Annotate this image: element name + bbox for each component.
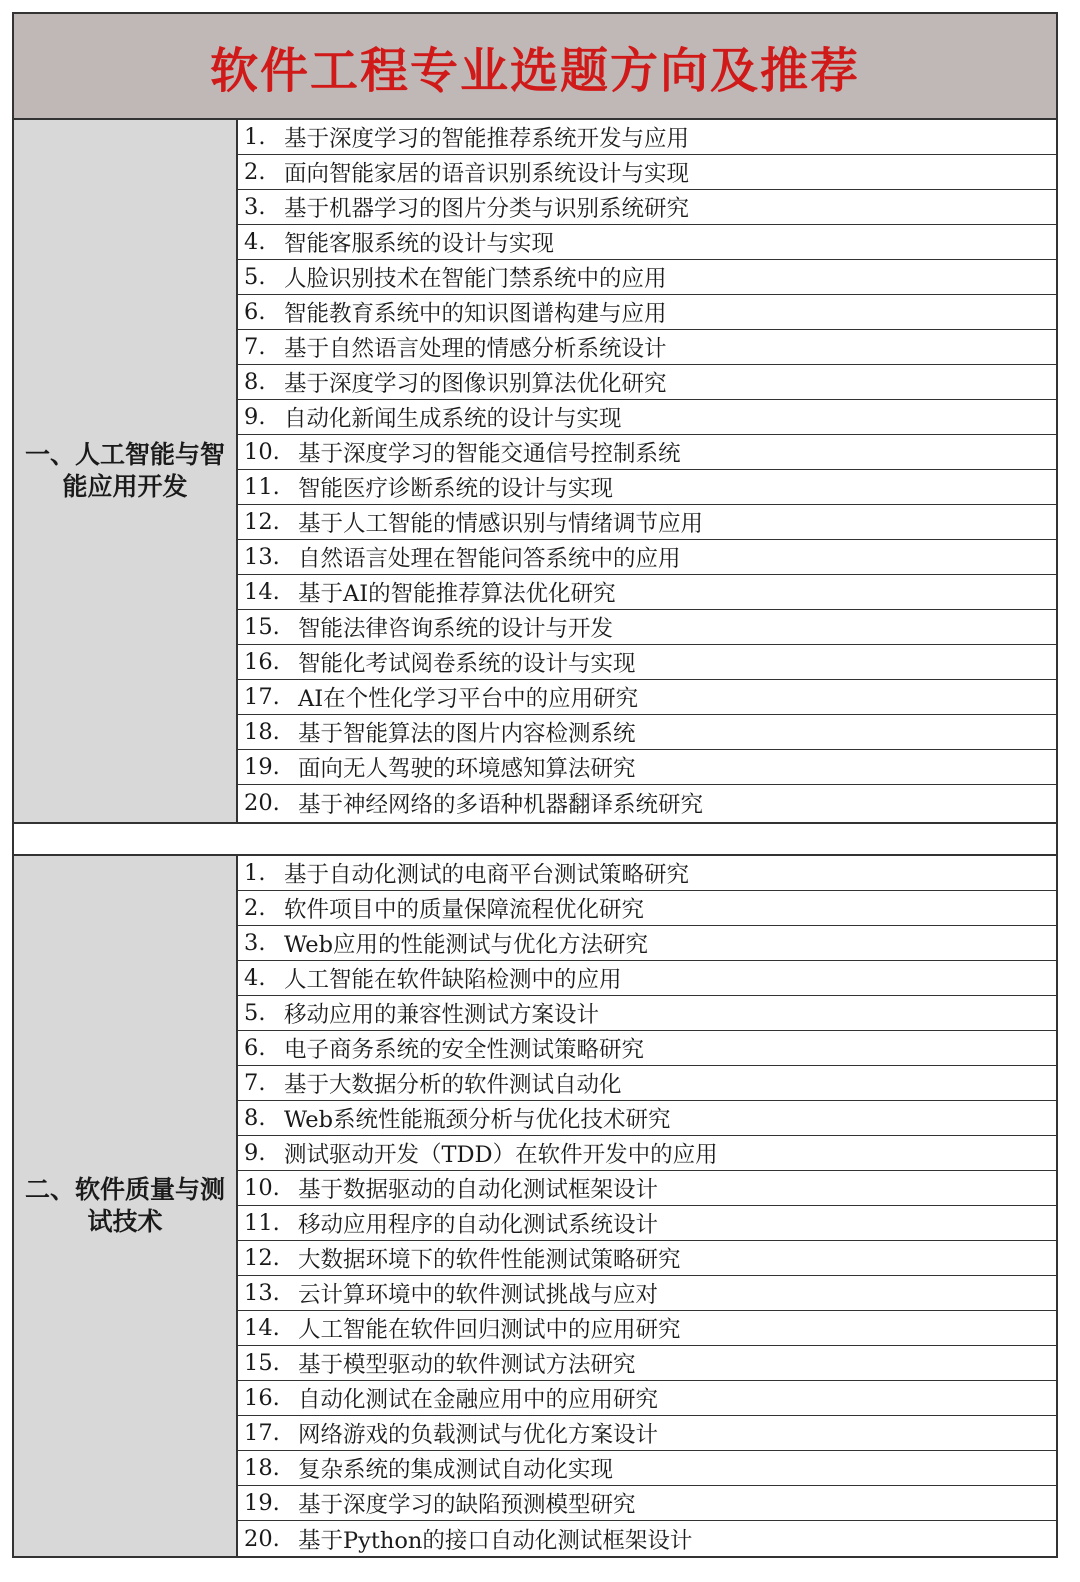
topic-row xyxy=(238,1031,1056,1066)
topic-row xyxy=(238,891,1056,926)
topic-number: 18. xyxy=(244,719,280,745)
category-label: 二、软件质量与测试技术 xyxy=(24,1175,225,1236)
topic-number: 14. xyxy=(244,579,280,605)
topic-number: 13. xyxy=(244,544,280,570)
topic-row xyxy=(238,1241,1056,1276)
topic-title: 基于模型驱动的软件测试方法研究 xyxy=(298,1352,636,1378)
topic-row xyxy=(238,155,1056,190)
topic-title: 人工智能在软件缺陷检测中的应用 xyxy=(284,967,622,993)
section-ai xyxy=(14,120,1056,822)
topic-title: 智能法律咨询系统的设计与开发 xyxy=(298,616,614,642)
topic-row xyxy=(238,1311,1056,1346)
topic-number: 14. xyxy=(244,1315,280,1341)
category-label: 一、人工智能与智能应用开发 xyxy=(24,440,225,501)
topic-number: 18. xyxy=(244,1455,280,1481)
topic-title: 人工智能在软件回归测试中的应用研究 xyxy=(298,1317,681,1343)
topic-number: 17. xyxy=(244,684,280,710)
topic-number: 20. xyxy=(244,789,280,816)
topic-number: 20. xyxy=(244,1525,280,1552)
topic-row xyxy=(238,785,1056,820)
topic-title: 基于Python的接口自动化测试框架设计 xyxy=(298,1527,693,1554)
topic-list xyxy=(238,120,1056,820)
topic-number: 5. xyxy=(244,1000,266,1026)
topic-row xyxy=(238,996,1056,1031)
topic-title: 测试驱动开发（TDD）在软件开发中的应用 xyxy=(284,1142,718,1168)
topic-row xyxy=(238,856,1056,891)
topic-title: 基于深度学习的缺陷预测模型研究 xyxy=(298,1492,636,1518)
topic-title: 基于深度学习的图像识别算法优化研究 xyxy=(284,371,667,397)
topic-title: 面向智能家居的语音识别系统设计与实现 xyxy=(284,161,690,187)
topic-title: 自动化测试在金融应用中的应用研究 xyxy=(298,1387,659,1413)
topic-number: 16. xyxy=(244,649,280,675)
topic-title: 基于智能算法的图片内容检测系统 xyxy=(298,721,636,747)
topic-title: 电子商务系统的安全性测试策略研究 xyxy=(284,1037,645,1063)
topic-number: 3. xyxy=(244,194,266,220)
topic-title: 软件项目中的质量保障流程优化研究 xyxy=(284,897,645,923)
topic-row xyxy=(238,1066,1056,1101)
topic-title: 基于深度学习的智能推荐系统开发与应用 xyxy=(284,126,690,152)
topic-row xyxy=(238,1381,1056,1416)
topic-row xyxy=(238,926,1056,961)
topic-title: Web应用的性能测试与优化方法研究 xyxy=(284,932,649,958)
section-divider xyxy=(14,822,1056,856)
topic-number: 12. xyxy=(244,1245,280,1271)
topic-title: 基于自然语言处理的情感分析系统设计 xyxy=(284,336,667,362)
topic-row xyxy=(238,1136,1056,1171)
topic-number: 6. xyxy=(244,299,266,325)
topic-row xyxy=(238,225,1056,260)
topic-row xyxy=(238,435,1056,470)
topic-number: 1. xyxy=(244,124,266,150)
title-row xyxy=(14,14,1056,120)
topic-title: 基于自动化测试的电商平台测试策略研究 xyxy=(284,862,690,888)
category-cell xyxy=(14,120,238,822)
topic-title: Web系统性能瓶颈分析与优化技术研究 xyxy=(284,1107,671,1133)
topic-number: 8. xyxy=(244,369,266,395)
topic-title: 基于数据驱动的自动化测试框架设计 xyxy=(298,1177,659,1203)
topic-row xyxy=(238,680,1056,715)
topic-row xyxy=(238,715,1056,750)
topic-title: 基于深度学习的智能交通信号控制系统 xyxy=(298,441,681,467)
page-title: 软件工程专业选题方向及推荐 xyxy=(209,42,860,99)
topic-list xyxy=(238,856,1056,1556)
topic-number: 5. xyxy=(244,264,266,290)
topic-number: 19. xyxy=(244,754,280,780)
topic-row xyxy=(238,190,1056,225)
topic-row xyxy=(238,330,1056,365)
topic-number: 9. xyxy=(244,404,266,430)
topic-title: 智能医疗诊断系统的设计与实现 xyxy=(298,476,614,502)
topic-title: 云计算环境中的软件测试挑战与应对 xyxy=(298,1282,659,1308)
topic-row xyxy=(238,1206,1056,1241)
topic-number: 7. xyxy=(244,1070,266,1096)
topic-title: 移动应用的兼容性测试方案设计 xyxy=(284,1002,600,1028)
topic-row xyxy=(238,1521,1056,1556)
topic-row xyxy=(238,1101,1056,1136)
topic-row xyxy=(238,750,1056,785)
topic-row xyxy=(238,1486,1056,1521)
topic-title: 网络游戏的负载测试与优化方案设计 xyxy=(298,1422,659,1448)
topic-title: 人脸识别技术在智能门禁系统中的应用 xyxy=(284,266,667,292)
topic-number: 8. xyxy=(244,1105,266,1131)
topic-row xyxy=(238,295,1056,330)
topic-row xyxy=(238,365,1056,400)
topic-number: 13. xyxy=(244,1280,280,1306)
topic-title: 基于大数据分析的软件测试自动化 xyxy=(284,1072,622,1098)
topic-title: 基于人工智能的情感识别与情绪调节应用 xyxy=(298,511,704,537)
topic-title: 基于神经网络的多语种机器翻译系统研究 xyxy=(298,791,704,818)
topic-number: 2. xyxy=(244,895,266,921)
topic-row xyxy=(238,575,1056,610)
section-testing xyxy=(14,856,1056,1556)
topic-title: 自动化新闻生成系统的设计与实现 xyxy=(284,406,622,432)
topic-number: 4. xyxy=(244,965,266,991)
topic-row xyxy=(238,1276,1056,1311)
topic-table xyxy=(12,12,1058,1558)
topic-number: 10. xyxy=(244,439,280,465)
topic-title: 复杂系统的集成测试自动化实现 xyxy=(298,1457,614,1483)
topic-number: 12. xyxy=(244,509,280,535)
topic-row xyxy=(238,610,1056,645)
topic-title: 基于机器学习的图片分类与识别系统研究 xyxy=(284,196,690,222)
category-cell xyxy=(14,856,238,1556)
topic-number: 9. xyxy=(244,1140,266,1166)
topic-number: 10. xyxy=(244,1175,280,1201)
topic-number: 6. xyxy=(244,1035,266,1061)
topic-row xyxy=(238,1451,1056,1486)
topic-title: 基于AI的智能推荐算法优化研究 xyxy=(298,581,616,607)
topic-row xyxy=(238,1171,1056,1206)
topic-number: 16. xyxy=(244,1385,280,1411)
topic-number: 11. xyxy=(244,1210,280,1236)
topic-number: 4. xyxy=(244,229,266,255)
topic-row xyxy=(238,505,1056,540)
topic-title: 面向无人驾驶的环境感知算法研究 xyxy=(298,756,636,782)
topic-row xyxy=(238,400,1056,435)
topic-row xyxy=(238,961,1056,996)
topic-number: 11. xyxy=(244,474,280,500)
topic-row xyxy=(238,1346,1056,1381)
topic-row xyxy=(238,120,1056,155)
topic-row xyxy=(238,540,1056,575)
topic-row xyxy=(238,470,1056,505)
topic-number: 2. xyxy=(244,159,266,185)
topic-title: 智能化考试阅卷系统的设计与实现 xyxy=(298,651,636,677)
topic-number: 19. xyxy=(244,1490,280,1516)
topic-title: AI在个性化学习平台中的应用研究 xyxy=(298,686,639,712)
topic-title: 智能客服系统的设计与实现 xyxy=(284,231,555,257)
topic-title: 大数据环境下的软件性能测试策略研究 xyxy=(298,1247,681,1273)
topic-number: 1. xyxy=(244,860,266,886)
topic-number: 3. xyxy=(244,930,266,956)
topic-number: 17. xyxy=(244,1420,280,1446)
topic-row xyxy=(238,645,1056,680)
topic-row xyxy=(238,260,1056,295)
topic-number: 15. xyxy=(244,614,280,640)
topic-row xyxy=(238,1416,1056,1451)
topic-number: 15. xyxy=(244,1350,280,1376)
topic-title: 移动应用程序的自动化测试系统设计 xyxy=(298,1212,659,1238)
topic-number: 7. xyxy=(244,334,266,360)
topic-title: 智能教育系统中的知识图谱构建与应用 xyxy=(284,301,667,327)
topic-title: 自然语言处理在智能问答系统中的应用 xyxy=(298,546,681,572)
